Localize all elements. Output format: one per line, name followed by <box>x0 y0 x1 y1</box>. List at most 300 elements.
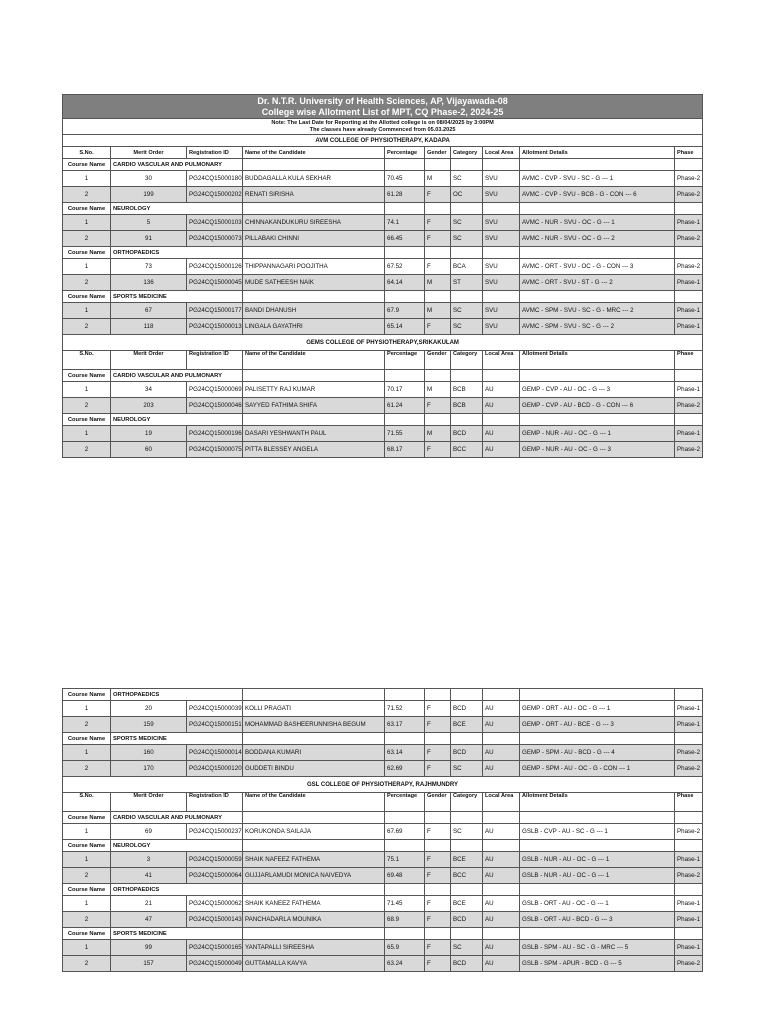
cell-allotment-details: GSLB - SPM - APUR - BCD - G --- 5 <box>520 956 675 972</box>
cell-phase: Phase-1 <box>675 215 703 231</box>
cell-percentage: 66.45 <box>385 231 425 247</box>
course-name-row <box>63 928 703 940</box>
empty-cell <box>675 733 703 745</box>
empty-cell <box>451 733 483 745</box>
table-row <box>63 896 703 912</box>
college-header-row <box>63 135 703 147</box>
course-label: Course Name <box>63 203 111 215</box>
course-name-row <box>63 884 703 896</box>
cell-sno: 1 <box>63 171 111 187</box>
table-row <box>63 956 703 972</box>
cell-category: BCC <box>451 442 483 458</box>
cell-sno: 1 <box>63 303 111 319</box>
table-row <box>63 912 703 928</box>
empty-cell <box>520 203 675 215</box>
cell-allotment-details: GEMP - NUR - AU - OC - G --- 1 <box>520 426 675 442</box>
cell-merit-order: 91 <box>111 231 187 247</box>
empty-cell <box>520 840 675 852</box>
cell-phase: Phase-1 <box>675 912 703 928</box>
cell-gender: M <box>425 303 451 319</box>
cell-phase: Phase-2 <box>675 956 703 972</box>
cell-sno: 2 <box>63 275 111 291</box>
cell-percentage: 63.24 <box>385 956 425 972</box>
cell-percentage: 75.1 <box>385 852 425 868</box>
table-row <box>63 940 703 956</box>
cell-merit-order: 170 <box>111 761 187 777</box>
course-label: Course Name <box>63 884 111 896</box>
course-label: Course Name <box>63 928 111 940</box>
empty-cell <box>451 928 483 940</box>
cell-candidate-name: DASARI YESHWANTH PAUL <box>243 426 385 442</box>
cell-gender: F <box>425 442 451 458</box>
course-name: SPORTS MEDICINE <box>111 291 243 303</box>
cell-percentage: 74.1 <box>385 215 425 231</box>
cell-registration-id: PG24CQ15000062 <box>187 896 243 912</box>
cell-category: OC <box>451 187 483 203</box>
cell-sno: 1 <box>63 745 111 761</box>
course-name-row <box>63 291 703 303</box>
col-header-phase: Phase <box>675 351 703 370</box>
empty-cell <box>483 840 520 852</box>
cell-local-area: AU <box>483 761 520 777</box>
course-name: NEUROLOGY <box>111 203 243 215</box>
cell-allotment-details: AVMC - CVP - SVU - BCB - G - CON --- 6 <box>520 187 675 203</box>
empty-cell <box>520 884 675 896</box>
title-line-1: Dr. N.T.R. University of Health Sciences, AP, Vijayawada-08 <box>257 95 508 106</box>
empty-cell <box>385 812 425 824</box>
title-banner <box>63 95 703 119</box>
table-row <box>63 187 703 203</box>
cell-sno: 2 <box>63 442 111 458</box>
cell-registration-id: PG24CQ15000075 <box>187 442 243 458</box>
cell-sno: 2 <box>63 717 111 733</box>
cell-sno: 1 <box>63 852 111 868</box>
empty-cell <box>451 370 483 382</box>
cell-registration-id: PG24CQ15000064 <box>187 868 243 884</box>
cell-local-area: AU <box>483 824 520 840</box>
cell-allotment-details: GEMP - NUR - AU - OC - G --- 3 <box>520 442 675 458</box>
cell-local-area: SVU <box>483 187 520 203</box>
empty-cell <box>425 414 451 426</box>
empty-cell <box>675 928 703 940</box>
cell-percentage: 63.17 <box>385 717 425 733</box>
cell-category: SC <box>451 215 483 231</box>
cell-phase: Phase-1 <box>675 319 703 335</box>
cell-registration-id: PG24CQ15000237 <box>187 824 243 840</box>
table-row <box>63 171 703 187</box>
empty-cell <box>483 928 520 940</box>
cell-phase: Phase-2 <box>675 187 703 203</box>
cell-local-area: AU <box>483 940 520 956</box>
cell-category: BCB <box>451 382 483 398</box>
course-name-row <box>63 812 703 824</box>
cell-category: BCE <box>451 852 483 868</box>
empty-cell <box>385 370 425 382</box>
empty-cell <box>451 414 483 426</box>
empty-cell <box>425 203 451 215</box>
cell-gender: F <box>425 717 451 733</box>
cell-gender: F <box>425 761 451 777</box>
table-row <box>63 852 703 868</box>
cell-sno: 2 <box>63 956 111 972</box>
empty-cell <box>451 203 483 215</box>
cell-phase: Phase-1 <box>675 896 703 912</box>
cell-candidate-name: SHAIK NAFEEZ FATHEMA <box>243 852 385 868</box>
empty-cell <box>675 159 703 171</box>
cell-sno: 1 <box>63 940 111 956</box>
course-name-row <box>63 840 703 852</box>
cell-allotment-details: GEMP - ORT - AU - OC - G --- 1 <box>520 701 675 717</box>
cell-gender: F <box>425 398 451 414</box>
col-header-area: Local Area <box>483 351 520 370</box>
cell-sno: 2 <box>63 187 111 203</box>
cell-candidate-name: CHINNAKANDUKURU SIREESHA <box>243 215 385 231</box>
cell-gender: F <box>425 231 451 247</box>
cell-allotment-details: AVMC - SPM - SVU - SC - G --- 2 <box>520 319 675 335</box>
cell-phase: Phase-2 <box>675 259 703 275</box>
cell-candidate-name: PANCHADARLA MOUNIKA <box>243 912 385 928</box>
cell-phase: Phase-1 <box>675 717 703 733</box>
cell-gender: F <box>425 259 451 275</box>
col-header-allot: Allotment Details <box>520 793 675 812</box>
course-name: NEUROLOGY <box>111 840 243 852</box>
cell-sno: 1 <box>63 426 111 442</box>
cell-merit-order: 69 <box>111 824 187 840</box>
cell-phase: Phase-2 <box>675 745 703 761</box>
course-label: Course Name <box>63 370 111 382</box>
empty-cell <box>675 414 703 426</box>
empty-cell <box>425 247 451 259</box>
cell-registration-id: PG24CQ15000013 <box>187 319 243 335</box>
cell-category: SC <box>451 171 483 187</box>
table-row <box>63 745 703 761</box>
cell-phase: Phase-1 <box>675 303 703 319</box>
cell-local-area: AU <box>483 398 520 414</box>
course-name: CARDIO VASCULAR AND PULMONARY <box>111 370 243 382</box>
cell-category: BCD <box>451 745 483 761</box>
col-header-merit: Merit Order <box>111 793 187 812</box>
course-label: Course Name <box>63 291 111 303</box>
college-name: GEMS COLLEGE OF PHYSIOTHERAPY,SRIKAKULAM <box>63 335 703 351</box>
cell-local-area: SVU <box>483 275 520 291</box>
cell-local-area: AU <box>483 912 520 928</box>
cell-allotment-details: GEMP - SPM - AU - OC - G - CON --- 1 <box>520 761 675 777</box>
cell-merit-order: 159 <box>111 717 187 733</box>
empty-cell <box>675 203 703 215</box>
note-line-2: The classes have already Commenced from 05.03.2025 <box>309 126 456 133</box>
cell-allotment-details: GSLB - NUR - AU - OC - G --- 1 <box>520 868 675 884</box>
cell-merit-order: 73 <box>111 259 187 275</box>
empty-cell <box>385 840 425 852</box>
cell-merit-order: 203 <box>111 398 187 414</box>
column-header-row <box>63 147 703 159</box>
course-label: Course Name <box>63 414 111 426</box>
table-row <box>63 426 703 442</box>
cell-gender: M <box>425 426 451 442</box>
course-name: CARDIO VASCULAR AND PULMONARY <box>111 159 243 171</box>
table-row <box>63 761 703 777</box>
cell-phase: Phase-1 <box>675 852 703 868</box>
col-header-pct: Percentage <box>385 351 425 370</box>
cell-phase: Phase-2 <box>675 398 703 414</box>
course-label: Course Name <box>63 733 111 745</box>
course-name: SPORTS MEDICINE <box>111 733 243 745</box>
cell-local-area: AU <box>483 442 520 458</box>
empty-cell <box>520 291 675 303</box>
course-name: CARDIO VASCULAR AND PULMONARY <box>111 812 243 824</box>
cell-candidate-name: GUDDETI BINDU <box>243 761 385 777</box>
empty-cell <box>483 884 520 896</box>
course-name: SPORTS MEDICINE <box>111 928 243 940</box>
cell-allotment-details: GEMP - CVP - AU - BCD - G - CON --- 6 <box>520 398 675 414</box>
col-header-area: Local Area <box>483 147 520 159</box>
cell-phase: Phase-1 <box>675 275 703 291</box>
empty-cell <box>451 247 483 259</box>
cell-category: BCE <box>451 717 483 733</box>
cell-allotment-details: AVMC - ORT - SVU - ST - G --- 2 <box>520 275 675 291</box>
cell-merit-order: 99 <box>111 940 187 956</box>
cell-allotment-details: GSLB - NUR - AU - OC - G --- 1 <box>520 852 675 868</box>
empty-cell <box>385 733 425 745</box>
course-name: NEUROLOGY <box>111 414 243 426</box>
cell-registration-id: PG24CQ15000045 <box>187 275 243 291</box>
cell-merit-order: 20 <box>111 701 187 717</box>
empty-cell <box>483 159 520 171</box>
cell-percentage: 67.52 <box>385 259 425 275</box>
col-header-reg: Registration ID <box>187 793 243 812</box>
cell-candidate-name: RENATI SIRISHA <box>243 187 385 203</box>
cell-gender: F <box>425 187 451 203</box>
cell-phase: Phase-2 <box>675 231 703 247</box>
cell-candidate-name: BANDI DHANUSH <box>243 303 385 319</box>
column-header-row <box>63 351 703 370</box>
cell-sno: 1 <box>63 259 111 275</box>
cell-registration-id: PG24CQ15000180 <box>187 171 243 187</box>
cell-allotment-details: AVMC - SPM - SVU - SC - G - MRC --- 2 <box>520 303 675 319</box>
cell-percentage: 61.28 <box>385 187 425 203</box>
note-row <box>63 119 703 135</box>
col-header-cat: Category <box>451 147 483 159</box>
empty-cell <box>243 840 385 852</box>
empty-cell <box>675 291 703 303</box>
cell-percentage: 71.55 <box>385 426 425 442</box>
empty-cell <box>243 414 385 426</box>
cell-gender: F <box>425 956 451 972</box>
course-name-row <box>63 203 703 215</box>
cell-category: BCD <box>451 912 483 928</box>
col-header-gender: Gender <box>425 351 451 370</box>
cell-gender: M <box>425 171 451 187</box>
cell-sno: 1 <box>63 896 111 912</box>
table-row <box>63 868 703 884</box>
cell-local-area: AU <box>483 896 520 912</box>
cell-candidate-name: BUDDAGALLA KULA SEKHAR <box>243 171 385 187</box>
cell-percentage: 71.45 <box>385 896 425 912</box>
empty-cell <box>243 733 385 745</box>
empty-cell <box>483 203 520 215</box>
cell-phase: Phase-1 <box>675 940 703 956</box>
table-row <box>63 717 703 733</box>
cell-sno: 2 <box>63 231 111 247</box>
empty-cell <box>243 291 385 303</box>
empty-cell <box>243 247 385 259</box>
empty-cell <box>451 159 483 171</box>
document-title <box>63 95 703 119</box>
table-row <box>63 275 703 291</box>
col-header-gender: Gender <box>425 793 451 812</box>
cell-phase: Phase-2 <box>675 824 703 840</box>
cell-registration-id: PG24CQ15000126 <box>187 259 243 275</box>
cell-registration-id: PG24CQ15000151 <box>187 717 243 733</box>
cell-merit-order: 199 <box>111 187 187 203</box>
table-row <box>63 231 703 247</box>
cell-local-area: SVU <box>483 171 520 187</box>
cell-sno: 2 <box>63 398 111 414</box>
empty-cell <box>520 247 675 259</box>
cell-percentage: 71.52 <box>385 701 425 717</box>
col-header-merit: Merit Order <box>111 147 187 159</box>
cell-allotment-details: GEMP - SPM - AU - BCD - G --- 4 <box>520 745 675 761</box>
course-name-row <box>63 733 703 745</box>
allotment-table-page2 <box>62 688 703 972</box>
empty-cell <box>243 370 385 382</box>
col-header-phase: Phase <box>675 147 703 159</box>
cell-registration-id: PG24CQ15000039 <box>187 701 243 717</box>
col-header-allot: Allotment Details <box>520 147 675 159</box>
cell-registration-id: PG24CQ15000120 <box>187 761 243 777</box>
cell-sno: 2 <box>63 319 111 335</box>
empty-cell <box>520 414 675 426</box>
cell-percentage: 68.9 <box>385 912 425 928</box>
col-header-sno: S.No. <box>63 793 111 812</box>
cell-sno: 2 <box>63 868 111 884</box>
cell-percentage: 63.14 <box>385 745 425 761</box>
college-name: AVM COLLEGE OF PHYSIOTHERAPY, KADAPA <box>63 135 703 147</box>
cell-candidate-name: PALISETTY RAJ KUMAR <box>243 382 385 398</box>
course-name-row <box>63 370 703 382</box>
cell-merit-order: 21 <box>111 896 187 912</box>
cell-merit-order: 118 <box>111 319 187 335</box>
cell-percentage: 62.69 <box>385 761 425 777</box>
cell-percentage: 61.24 <box>385 398 425 414</box>
cell-category: BCA <box>451 259 483 275</box>
empty-cell <box>243 812 385 824</box>
cell-category: BCD <box>451 701 483 717</box>
cell-allotment-details: AVMC - ORT - SVU - OC - G - CON --- 3 <box>520 259 675 275</box>
course-name-row <box>63 414 703 426</box>
empty-cell <box>520 733 675 745</box>
cell-phase: Phase-2 <box>675 761 703 777</box>
empty-cell <box>675 840 703 852</box>
empty-cell <box>483 291 520 303</box>
column-header-row <box>63 793 703 812</box>
cell-percentage: 70.17 <box>385 382 425 398</box>
col-header-gender: Gender <box>425 147 451 159</box>
reporting-note <box>63 119 703 135</box>
cell-gender: F <box>425 745 451 761</box>
cell-local-area: AU <box>483 956 520 972</box>
empty-cell <box>520 370 675 382</box>
course-label: Course Name <box>63 812 111 824</box>
cell-local-area: SVU <box>483 215 520 231</box>
cell-registration-id: PG24CQ15000103 <box>187 215 243 231</box>
course-name: ORTHOPAEDICS <box>111 247 243 259</box>
cell-category: BCD <box>451 956 483 972</box>
cell-candidate-name: SAYYED FATHIMA SHIFA <box>243 398 385 414</box>
empty-cell <box>425 689 451 701</box>
empty-cell <box>243 159 385 171</box>
cell-local-area: SVU <box>483 231 520 247</box>
cell-candidate-name: BODDANA KUMARI <box>243 745 385 761</box>
cell-merit-order: 30 <box>111 171 187 187</box>
cell-sno: 2 <box>63 761 111 777</box>
cell-registration-id: PG24CQ15000196 <box>187 426 243 442</box>
col-header-reg: Registration ID <box>187 147 243 159</box>
col-header-cat: Category <box>451 793 483 812</box>
cell-merit-order: 34 <box>111 382 187 398</box>
col-header-name: Name of the Candidate <box>243 351 385 370</box>
empty-cell <box>385 689 425 701</box>
empty-cell <box>520 159 675 171</box>
empty-cell <box>451 291 483 303</box>
col-header-pct: Percentage <box>385 793 425 812</box>
course-name-row <box>63 247 703 259</box>
cell-local-area: AU <box>483 745 520 761</box>
note-line-1: Note: The Last Date for Reporting at the Allotted college is on 08/04/2025 by 3:00PM <box>271 119 494 126</box>
course-name-row <box>63 159 703 171</box>
cell-candidate-name: YANTAPALLI SIREESHA <box>243 940 385 956</box>
empty-cell <box>425 840 451 852</box>
cell-allotment-details: GSLB - ORT - AU - BCD - G --- 3 <box>520 912 675 928</box>
cell-local-area: AU <box>483 868 520 884</box>
empty-cell <box>520 689 675 701</box>
cell-candidate-name: KOLLI PRAGATI <box>243 701 385 717</box>
cell-percentage: 67.69 <box>385 824 425 840</box>
col-header-reg: Registration ID <box>187 351 243 370</box>
college-name: GSL COLLEGE OF PHYSIOTHERAPY, RAJHMUNDRY <box>63 777 703 793</box>
empty-cell <box>385 203 425 215</box>
cell-gender: M <box>425 382 451 398</box>
cell-gender: F <box>425 701 451 717</box>
cell-phase: Phase-1 <box>675 701 703 717</box>
empty-cell <box>385 928 425 940</box>
table-row <box>63 398 703 414</box>
cell-registration-id: PG24CQ15000049 <box>187 956 243 972</box>
cell-allotment-details: GSLB - CVP - AU - SC - G --- 1 <box>520 824 675 840</box>
cell-gender: F <box>425 896 451 912</box>
cell-percentage: 68.17 <box>385 442 425 458</box>
col-header-phase: Phase <box>675 793 703 812</box>
cell-gender: F <box>425 215 451 231</box>
cell-gender: F <box>425 868 451 884</box>
table-row <box>63 303 703 319</box>
cell-gender: F <box>425 940 451 956</box>
cell-local-area: AU <box>483 852 520 868</box>
cell-category: BCC <box>451 868 483 884</box>
empty-cell <box>243 928 385 940</box>
cell-merit-order: 41 <box>111 868 187 884</box>
empty-cell <box>483 812 520 824</box>
course-name: ORTHOPAEDICS <box>111 689 243 701</box>
cell-category: SC <box>451 824 483 840</box>
cell-phase: Phase-2 <box>675 868 703 884</box>
course-label: Course Name <box>63 159 111 171</box>
cell-phase: Phase-1 <box>675 426 703 442</box>
table-row <box>63 215 703 231</box>
cell-category: BCD <box>451 426 483 442</box>
col-header-allot: Allotment Details <box>520 351 675 370</box>
cell-local-area: AU <box>483 382 520 398</box>
